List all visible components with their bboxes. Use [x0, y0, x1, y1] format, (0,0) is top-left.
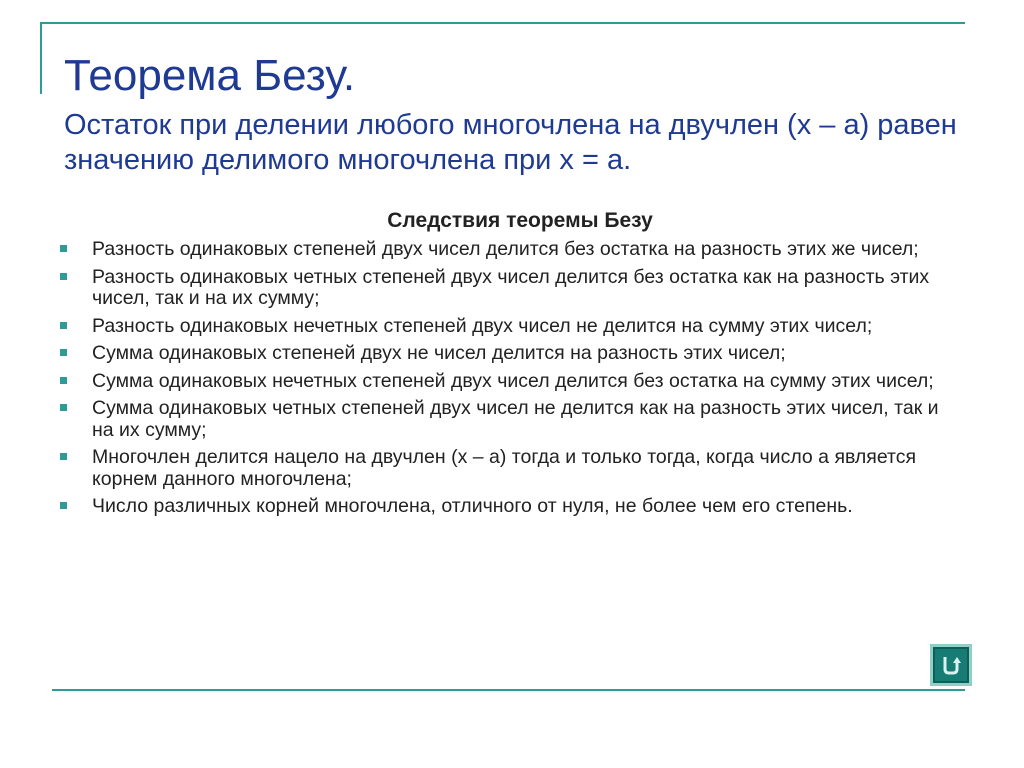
list-item-text: Сумма одинаковых степеней двух не чисел делится на разность этих чисел;: [92, 342, 786, 364]
list-item-text: Разность одинаковых степеней двух чисел делится без остатка на разность этих же чисел;: [92, 238, 919, 260]
slide-title-block: [64, 50, 984, 178]
list-item-text: Разность одинаковых нечетных степеней двух чисел не делится на сумму этих чисел;: [92, 314, 873, 337]
corollaries-heading: Следствия теоремы Безу: [387, 209, 653, 232]
bullet-icon: [60, 377, 67, 384]
theorem-statement: Остаток при делении любого многочлена на двучлен (х – а) равен значению делимого многочлена при х = а.: [64, 109, 957, 176]
bullet-icon: [60, 502, 67, 509]
top-rule: [40, 22, 965, 24]
slide-content: [56, 207, 956, 524]
corollaries-list: [56, 239, 956, 518]
list-item: [56, 371, 962, 393]
list-item: [56, 239, 962, 261]
list-item: [56, 496, 962, 518]
bullet-icon: [60, 404, 67, 411]
bottom-rule: [52, 689, 965, 691]
list-item-text: Число различных корней многочлена, отличного от нуля, не более чем его степень.: [92, 495, 853, 517]
return-button[interactable]: [930, 644, 972, 686]
left-rule: [40, 22, 42, 94]
bullet-icon: [60, 273, 67, 280]
list-item-text: Многочлен делится нацело на двучлен (х – а) тогда и только тогда, когда число а является корнем данного многочлена;: [92, 446, 917, 490]
slide-title: Теорема Безу.: [64, 51, 356, 100]
list-item: [56, 316, 962, 338]
list-item-text: Сумма одинаковых четных степеней двух чисел не делится как на разность этих чисел, так и на их сумму;: [92, 397, 939, 441]
bullet-icon: [60, 453, 67, 460]
list-item-text: Сумма одинаковых нечетных степеней двух чисел делится без остатка на сумму этих чисел;: [92, 369, 934, 392]
list-item: [56, 343, 962, 365]
bullet-icon: [60, 245, 67, 252]
return-arrow-icon: [939, 653, 963, 677]
bullet-icon: [60, 349, 67, 356]
bullet-icon: [60, 322, 67, 329]
list-item: [56, 447, 962, 490]
list-item: [56, 267, 962, 310]
list-item: [56, 398, 962, 441]
list-item-text: Разность одинаковых четных степеней двух чисел делится без остатка как на разность этих чисел, так и на их сумму;: [92, 265, 930, 309]
